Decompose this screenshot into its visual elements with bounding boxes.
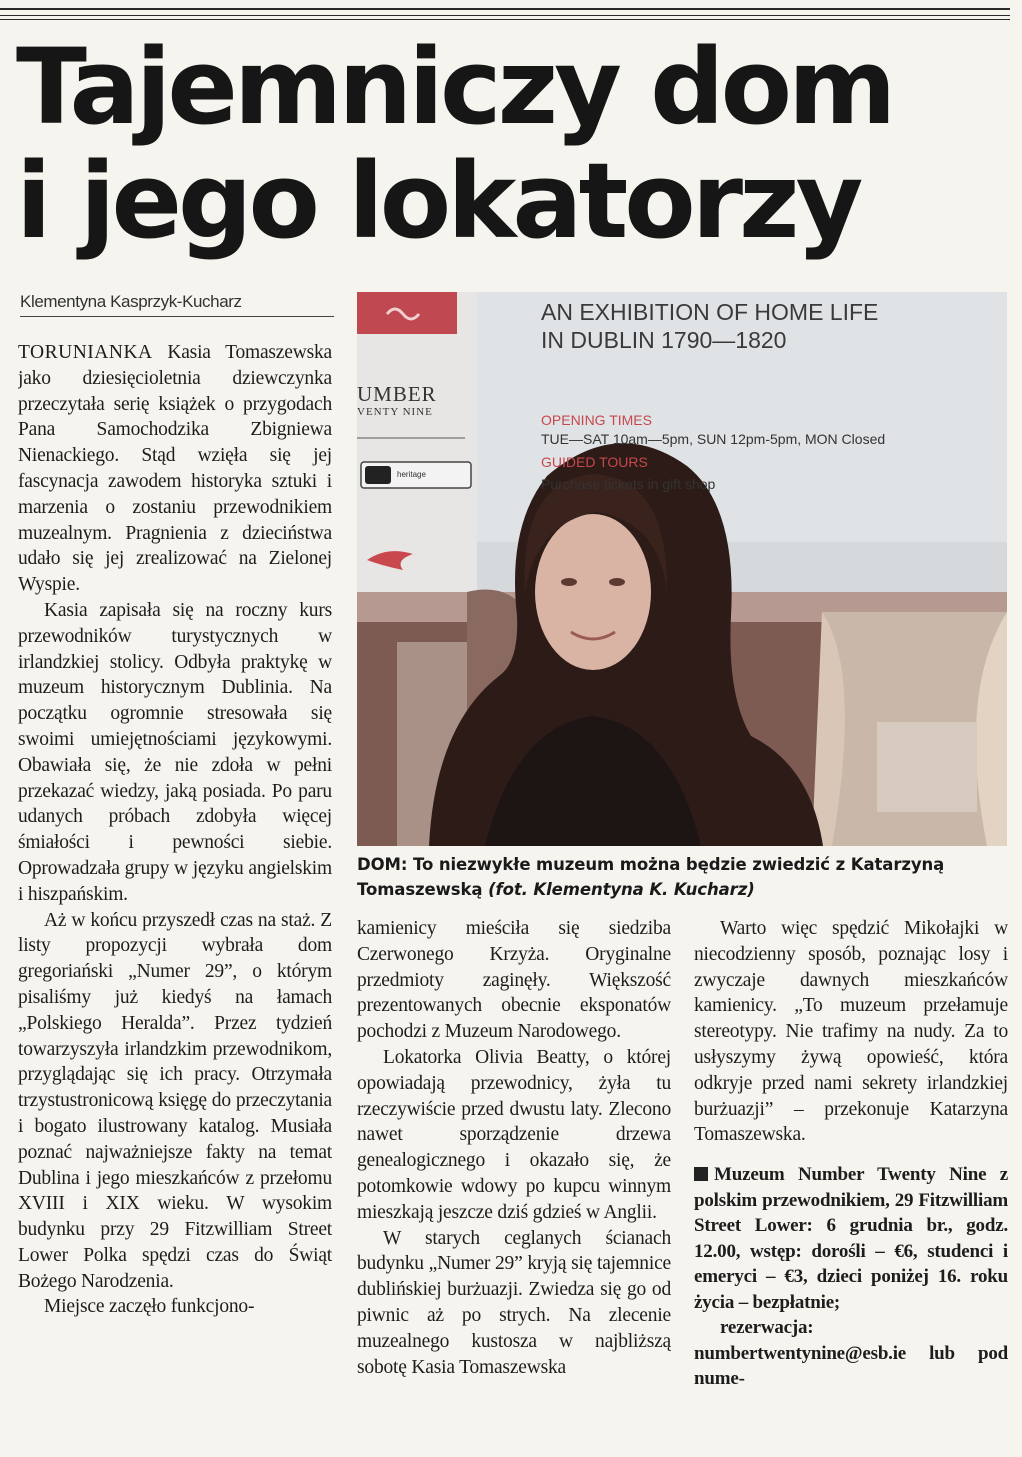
square-bullet-icon [694,1167,708,1181]
byline: Klementyna Kasprzyk-Kucharz [20,292,334,317]
caption-text: DOM: To niezwykłe muzeum można będzie zwiedzić z Katarzyną Tomaszewską [357,855,945,899]
article-photo [357,292,1007,846]
tickets-text: Purchase tickets in gift shop [541,476,716,492]
guided-tours-label: GUIDED TOURS [541,454,648,470]
headline-line-2: i jego lokatorzy [16,140,860,262]
paragraph: Kasia zapisała się na roczny kurs przewodników turystycznych w irlandzkiej stolicy. Odbyła praktykę w muzeum historycznym Dublinia. Na początku ogromnie stresowała się swoimi umiejętnościami językowymi. Obawiała się, że nie zdoła w pełni przekazać wiedzy, jaką posiada. Po paru udanych próbach zdobyła więcej śmiałości i pewności siebie. Oprowadzała grupy w języku angielskim i hiszpańskim. [18,599,332,905]
exhibition-title-line-1: AN EXHIBITION OF HOME LIFE [541,299,879,325]
headline-line-1: Tajemniczy dom [16,26,893,148]
info-text: Muzeum Number Twenty Nine z polskim przewodnikiem, 29 Fitzwilliam Street Lower: 6 grudnia br., godz. 12.00, wstęp: dorośli – €6, studenci i emeryci – €3, dzieci poniżej 16. roku życia – bezpłatnie; [694,1164,1008,1313]
heritage-logo-text: heritage [397,470,426,479]
lead-word: TORUNIANKA [18,342,153,363]
paragraph: Warto więc spędzić Mikołajki w niecodzienny sposób, poznając losy i zwyczaje dawnych mieszkańców kamienicy. „To muzeum przełamuje stereotypy. Nie trafimy na nudy. Za to usłyszymy żywą opowieść, która odkryje przed nami sekrety irlandzkiej burżuazji” – przekonuje Katarzyna Tomaszewska. [694,918,1008,1146]
top-rule [0,15,1010,16]
paragraph: Lokatorka Olivia Beatty, o której opowiadają przewodnicy, żyła tu rzeczywiście przed dwustu laty. Zlecono nawet sporządzenie drzewa genealogicznego i okazało się, że potomkowie wdowy po kupcu winnym mieszkają jeszcze dziś gdzieś w Anglii. [357,1046,671,1223]
photo-scene [357,292,1007,846]
paragraph: Miejsce zaczęło funkcjono- [44,1296,255,1318]
top-rule [0,19,1010,20]
photo-credit: (fot. Klementyna K. Kucharz) [488,880,755,899]
article-column-1 [18,340,332,1450]
museum-logo-text: UMBER [357,382,437,406]
paragraph-text: Kasia Tomaszewska jako dziesięcioletnia dziewczynka przeczytała serię książek o przygodach Pana Samochodzika Zbigniewa Nienackiego. Stąd wzięła się jej fascynacja zawodem historyka sztuki i marzenia o zostaniu przewodnikiem muzealnym. Pragnienia z dzieciństwa udało się jej zrealizować na Zielonej Wyspie. [18,342,332,596]
info-box-reservation: rezerwacja: numbertwentynine@esb.ie lub pod nume- [694,1317,1008,1390]
article-column-2 [357,916,671,1452]
opening-hours: TUE—SAT 10am—5pm, SUN 12pm-5pm, MON Closed [541,431,886,447]
paragraph [18,340,332,598]
paragraph: Aż w końcu przyszedł czas na staż. Z listy propozycji wybrała dom gregoriański „Numer 29”, o którym pisaliśmy już kiedyś na łamach „Polskiego Heralda”. Przez tydzień towarzyszyła irlandzkim przewodnikom, przyglądając się ich pracy. Otrzymała trzystustronicową księgę do przeczytania i bogato ilustrowany katalog. Musiała poznać najważniejsze fakty na temat Dublina i jego mieszkańców z przełomu XVIII i XIX wieku. W wysokim budynku przy 29 Fitzwilliam Street Lower Polka spędzi czas do Świąt Bożego Narodzenia. [18,909,332,1292]
museum-logo-subtext: VENTY NINE [357,406,433,418]
exhibition-title [541,298,1001,354]
article-headline [16,26,1016,262]
top-rule [0,8,1010,10]
paragraph: W starych ceglanych ścianach budynku „Numer 29” kryją się tajemnice dublińskiej burżuazji. Zwiedza się go od piwnic aż po strych. Na zlecenie muzealnego kustosza w najbliższą sobotę Kasia Tomaszewska [357,1227,671,1378]
paragraph: kamienicy mieściła się siedziba Czerwonego Krzyża. Oryginalne przedmioty zaginęły. Większość prezentowanych obecnie eksponatów pochodzi z Muzeum Narodowego. [357,918,671,1043]
info-box [694,1162,1008,1315]
article-column-3 [694,916,1008,1452]
photo-caption [357,852,1007,902]
opening-times-label: OPENING TIMES [541,412,652,428]
exhibition-title-line-2: IN DUBLIN 1790—1820 [541,327,787,353]
